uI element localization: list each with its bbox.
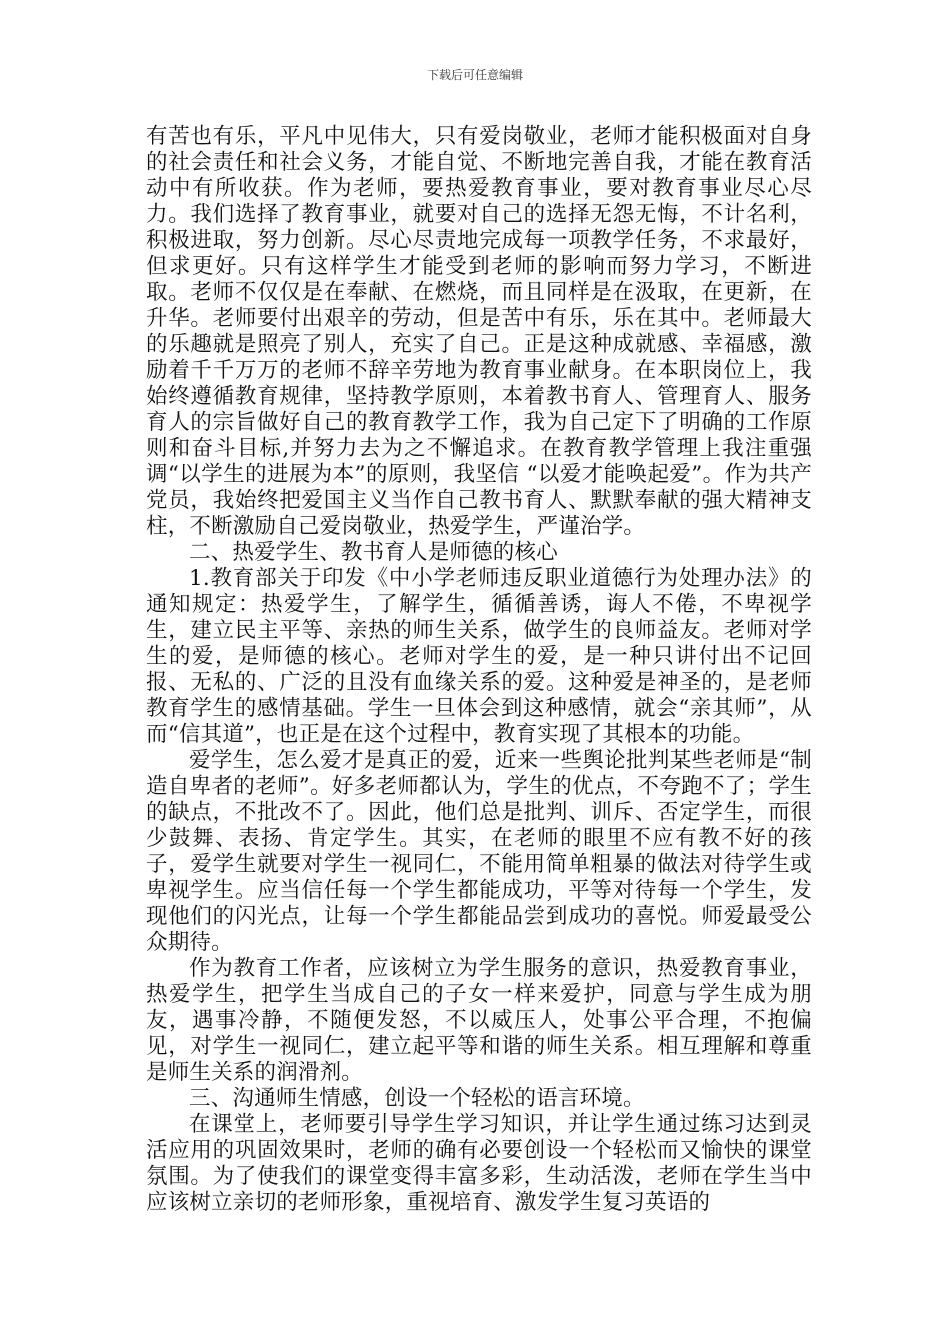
section-heading-3: 三、沟通师生情感，创设一个轻松的语言环境。 [189, 1086, 645, 1111]
section-heading-2: 二、热爱学生、教书育人是师德的核心 [189, 540, 558, 565]
paragraph-5: 作为教育工作者，应该树立为学生服务的意识，热爱教育事业，热爱学生，把学生当成自己的子女一样来爱护，同意与学生成为朋友，遇事冷静，不随便发怒，不以威压人，处事公平合理，不抱偏见，对学生一视同仁，建立起平等和谐的师生关系。相互理解和尊重是师生关系的润滑剂。 [146, 956, 812, 1085]
paragraph-3: 1.教育部关于印发《中小学老师违反职业道德行为处理办法》的通知规定：热爱学生，了解学生，循循善诱，诲人不倦，不卑视学生，建立民主平等、亲热的师生关系，做学生的良师益友。老师对学生的爱，是师德的核心。老师对学生的爱，是一种只讲付出不记回报、无私的、广泛的且没有血缘关系的爱。这种爱是神圣的，是老师教育学生的感情基础。学生一旦体会到这种感情，就会“亲其师”，从而“信其道”，也正是在这个过程中，教育实现了其根本的功能。 [146, 566, 812, 747]
paragraph-1: 有苦也有乐，平凡中见伟大，只有爱岗敬业，老师才能积极面对自身的社会责任和社会义务，才能自觉、不断地完善自我，才能在教育活动中有所收获。作为老师，要热爱教育事业，要对教育事业尽心尽力。我们选择了教育事业，就要对自己的选择无怨无悔，不计名利，积极进取，努力创新。尽心尽责地完成每一项教学任务，不求最好，但求更好。只有这样学生才能受到老师的影响而努力学习，不断进取。老师不仅仅是在奉献、在燃烧，而且同样是在汲取，在更新，在升华。老师要付出艰辛的劳动，但是苦中有乐，乐在其中。老师最大的乐趣就是照亮了别人，充实了自己。正是这种成就感、幸福感，激励着千千万万的老师不辞辛劳地为教育事业献身。在本职岗位上，我始终遵循教育规律，坚持教学原则，本着教书育人、管理育人、服务育人的宗旨做好自己的教育教学工作，我为自己定下了明确的工作原则和奋斗目标,并努力去为之不懈追求。在教育教学管理上我注重强调“以学生的进展为本”的原则，我坚信 “以爱才能唤起爱”。作为共产党员，我始终把爱国主义当作自己教书育人、默默奉献的强大精神支柱，不断激励自己爱岗敬业，热爱学生，严谨治学。 [146, 124, 812, 539]
page-header: 下载后可任意编辑 [426, 68, 523, 82]
paragraph-7: 在课堂上，老师要引导学生学习知识，并让学生通过练习达到灵活应用的巩固效果时，老师的确有必要创设一个轻松而又愉快的课堂氛围。为了使我们的课堂变得丰富多彩，生动活泼，老师在学生当中应该树立亲切的老师形象，重视培育、激发学生复习英语的 [146, 1112, 812, 1215]
body-text [146, 124, 812, 1216]
paragraph-4: 爱学生，怎么爱才是真正的爱，近来一些舆论批判某些老师是“制造自卑者的老师”。好多老师都认为，学生的优点，不夸跑不了；学生的缺点，不批改不了。因此，他们总是批判、训斥、否定学生，而很少鼓舞、表扬、肯定学生。其实，在老师的眼里不应有教不好的孩子，爱学生就要对学生一视同仁，不能用简单粗暴的做法对待学生或卑视学生。应当信任每一个学生都能成功，平等对待每一个学生，发现他们的闪光点，让每一个学生都能品尝到成功的喜悦。师爱最受公众期待。 [146, 748, 812, 955]
